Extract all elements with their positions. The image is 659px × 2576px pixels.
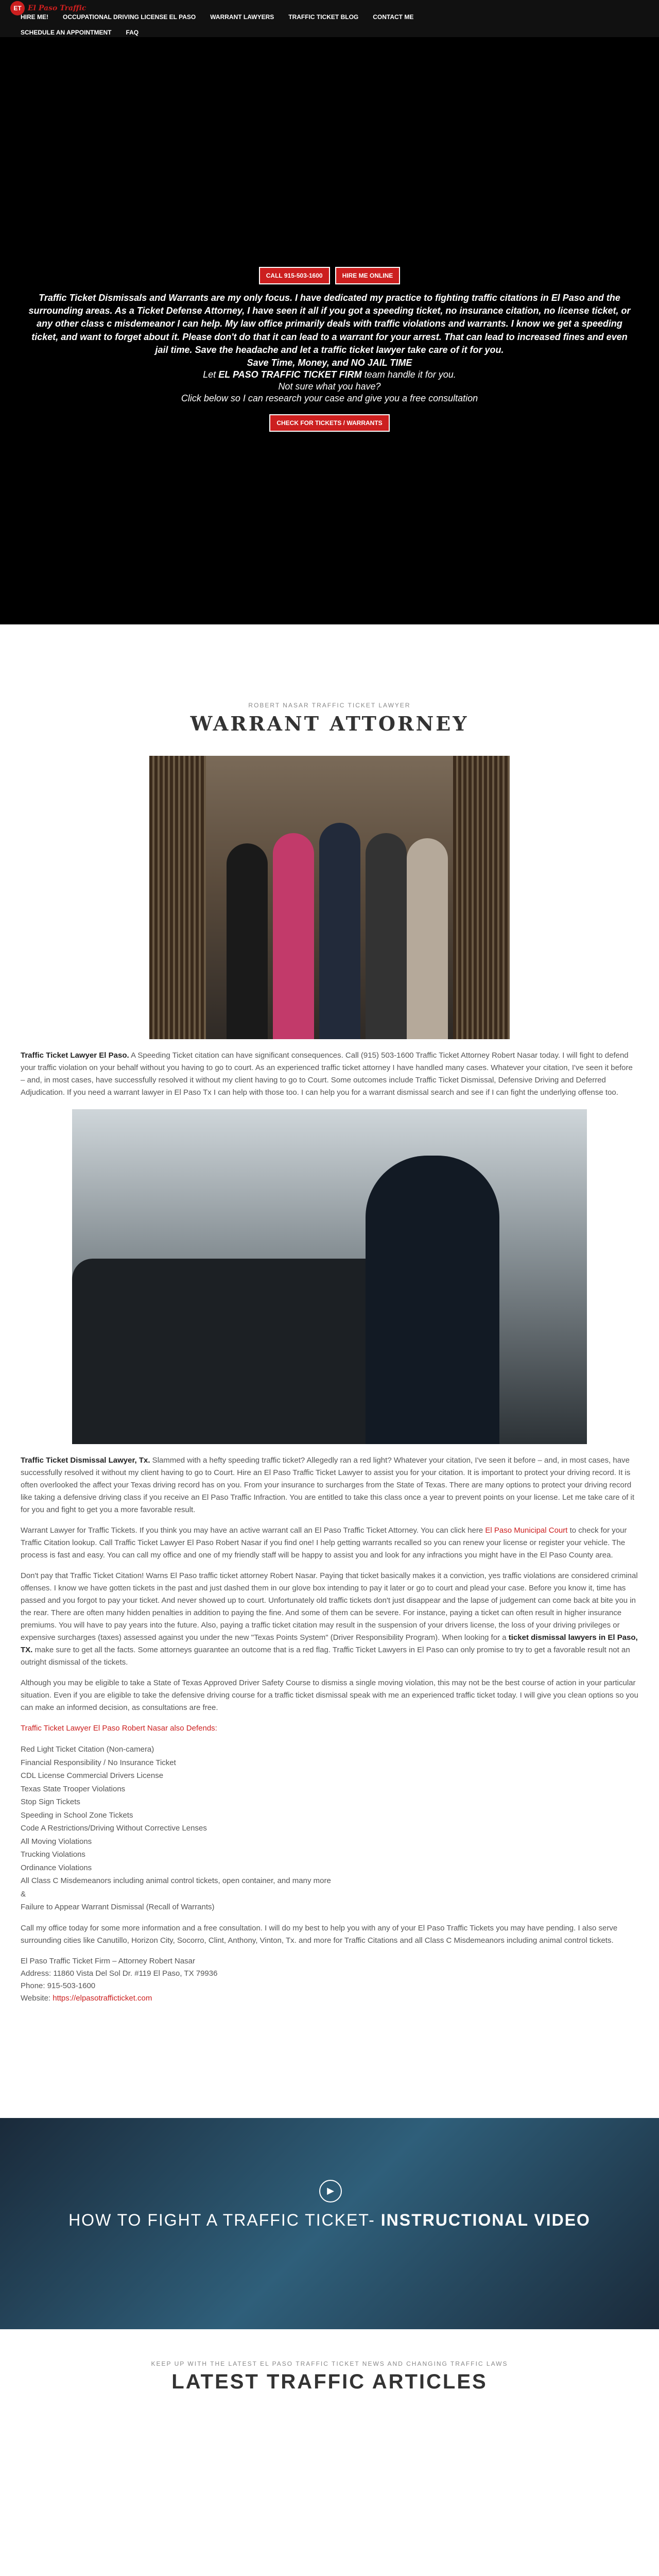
paragraph-call-office: Call my office today for some more information and a free consultation. I will do my best to help you with any of your El Paso Traffic Tickets you may have pending. I also serve surrounding cities like Canutillo, Horizon City, Socorro, Clint, Anthony, Vinton, Tx. and more for Traffic Citations and all Class C Misdemeanors including animal control tickets. [21,1923,618,1945]
hero-buttons [0,267,659,284]
list-item: Failure to Appear Warrant Dismissal (Recall of Warrants) [21,1903,215,1911]
video-title-pre: HOW TO FIGHT A TRAFFIC TICKET- [68,2210,381,2229]
logo-badge: ET [10,1,25,15]
warrant-section [0,624,659,2025]
list-item: Red Light Ticket Citation (Non-camera) [21,1745,154,1754]
top-nav [0,0,659,37]
warrant-eyebrow: ROBERT NASAR TRAFFIC TICKET LAWYER [248,702,411,709]
call-button[interactable]: CALL 915-503-1600 [259,267,330,284]
list-item: CDL License Commercial Drivers License [21,1771,164,1780]
nav-item-hire-me[interactable]: HIRE ME! [21,13,48,21]
play-icon[interactable]: ▶ [319,2180,342,2202]
hero-let-line [0,369,659,380]
hero-let-post: team handle it for you. [361,369,456,380]
defends-list [21,1743,638,1914]
list-item: Code A Restrictions/Driving Without Corrective Lenses [21,1824,207,1833]
photo-door-left [149,756,206,1039]
team-member [273,833,314,1039]
defends-list-heading: Traffic Ticket Lawyer El Paso Robert Nasar also Defends: [21,1724,217,1733]
nav-item-faq[interactable]: FAQ [126,29,139,36]
text-dont-pay-post: make sure to get all the facts. Some attorneys guarantee an outcome that is a red flag. Traffic Ticket Lawyers in El Paso can only promise to try to get a favorable result not an outright dismissal of the tickets. [21,1646,630,1667]
hero-not-sure: Not sure what you have? [278,381,381,392]
nav-menu-secondary [21,29,138,36]
nav-item-contact-me[interactable]: CONTACT ME [373,13,414,21]
list-item: & [21,1889,26,1899]
hero-firm-name: EL PASO TRAFFIC TICKET FIRM [218,369,362,380]
team-member [319,823,360,1039]
list-item: Stop Sign Tickets [21,1798,80,1806]
contact-phone: Phone: 915-503-1600 [21,1981,96,1990]
nav-item-schedule-appointment[interactable]: SCHEDULE AN APPOINTMENT [21,29,112,36]
text-dont-pay-pre: Don't pay that Traffic Ticket Citation! Warns El Paso traffic ticket attorney Robert Nasar. Paying that ticket basically makes it a conviction, yes traffic violations are considered criminal offenses. I know we have gotten tickets in the past and just dashed them in our glove box intending to pay it later or go to court and plead your case. Before you know it, time has passed and you forgot to pay your ticket. And never showed up to court. Unfortunately old traffic tickets don't just disappear and the lapse of judgement can come back at bite you in the rear. There are often many hidden penalties in addition to paying the fine. And some of them can be severe. For instance, paying a ticket can often result in higher insurance premiums. You will have to pay years into the future. Also, paying a traffic ticket citation may result in the suspension of your drivers license, the loss of your driving privileges or expensive surcharges (taxes) assessed against you under the new "Texas Points System" (Driver Responsibility Program). When looking for a [21,1571,638,1642]
text-dismissal-lawyer: Slammed with a hefty speeding traffic ticket? Allegedly ran a red light? Whatever your citation, I've seen it before – and, in most cases, have successfully resolved it without my client having to go to Court. Hire an El Paso Traffic Ticket Lawyer to assist you for your citation. It is important to protect your driving record. It is often overlooked the affect your Texas driving record has on you. From your insurance to surcharges from the State of Texas. There are many options to protect your driving record like taking a defensive driving class if you receive an El Paso Traffic Infraction. You are entitled to take this class once a year to prevent points on your license. Let me take care of it for you and fight to get you a more favorable result. [21,1456,635,1514]
contact-block [21,1955,638,2005]
team-member [366,833,407,1039]
hero-click-below: Click below so I can research your case and give you a free consultation [181,393,478,403]
text-warrant-post: to check for your Traffic Citation lookup. Call Traffic Ticket Lawyer El Paso Robert Nasar if you find one! I help getting warrants recalled so you can renew your license or register your vehicle. The process is fast and easy. You can call my office and one of my friendly staff will be happy to assist you and look for any infractions you might have in the El Paso County area. [21,1526,627,1560]
lead-dismissal-lawyers: ticket dismissal lawyers in El Paso, TX. [21,1633,638,1654]
contact-website-link[interactable]: https://elpasotrafficticket.com [53,1993,152,2003]
text-ticket-lawyer: A Speeding Ticket citation can have significant consequences. Call (915) 503-1600 Traffic Ticket Attorney Robert Nasar today. I will fight to defend your traffic violation on your behalf without you having to go to court. As an experienced traffic ticket attorney I have handled many cases. Whatever your citation, I've seen it before – and, in most cases, have successfully resolved it without my client having to go to Court. Some outcomes include Traffic Ticket Dismissal, Defensive Driving and Deferred Adjudication. If you need a warrant lawyer in El Paso Tx I can help with those too. I can help you for a warrant dismissal search and see if I can fight the underlying offense too. [21,1051,633,1097]
list-item: Ordinance Violations [21,1863,92,1872]
team-photo [149,756,510,1039]
hire-online-button[interactable]: HIRE ME ONLINE [335,267,401,284]
hero-cta-wrap [0,414,659,432]
photo-door-right [453,756,510,1039]
latest-articles-section [0,2329,659,2576]
police-stop-photo [72,1109,587,1444]
municipal-court-link[interactable]: El Paso Municipal Court [485,1526,568,1535]
list-item: Texas State Trooper Violations [21,1784,126,1793]
video-section [0,2118,659,2329]
hero-main-text: Traffic Ticket Dismissals and Warrants are my only focus. I have dedicated my practice to fighting traffic citations in El Paso and the surrounding areas. As a Ticket Defense Attorney, I have seen it all if you got a speeding ticket, no insurance citation, no license ticket, or any other class c misdemeanor I can help. My law office primarily deals with traffic violations and warrants. I know we get a speeding ticket, and want to forget about it. Please don't do that it can lead to a warrant for your arrest. That can lead to increased fines and even jail time. Save the headache and let a traffic ticket lawyer take care of it for you. [28,293,631,355]
list-item: Speeding in School Zone Tickets [21,1810,133,1820]
warrant-title: WARRANT ATTORNEY [190,712,469,735]
nav-item-traffic-ticket-blog[interactable]: TRAFFIC TICKET BLOG [288,13,359,21]
contact-website-row [21,1992,638,2005]
hero-tagline: Save Time, Money, and NO JAIL TIME [247,357,412,368]
paragraph-warrant-lawyer [21,1524,638,1562]
paragraph-dismissal-lawyer [21,1454,638,1516]
hero-section [0,37,659,624]
contact-address: Address: 11860 Vista Del Sol Dr. #119 El Paso, TX 79936 [21,1969,218,1978]
lead-dismissal-lawyer: Traffic Ticket Dismissal Lawyer, Tx. [21,1456,150,1465]
check-tickets-button[interactable]: CHECK FOR TICKETS / WARRANTS [269,414,389,432]
logo-name: El Paso Traffic [28,4,86,12]
video-title [0,2211,659,2230]
video-title-bold: INSTRUCTIONAL VIDEO [380,2210,591,2229]
list-item: All Class C Misdemeanors including animal control tickets, open container, and many more [21,1876,331,1885]
team-member [227,843,268,1039]
nav-item-occupational-license[interactable]: OCCUPATIONAL DRIVING LICENSE EL PASO [63,13,196,21]
warrant-content [21,1049,638,1099]
list-item: All Moving Violations [21,1837,92,1846]
list-item: Financial Responsibility / No Insurance Ticket [21,1758,176,1767]
photo-officer [366,1156,499,1444]
text-warrant-pre: Warrant Lawyer for Traffic Tickets. If you think you may have an active warrant call an El Paso Traffic Ticket Attorney. You can click here [21,1526,485,1535]
nav-item-warrant-lawyers[interactable]: WARRANT LAWYERS [210,13,274,21]
contact-firm: El Paso Traffic Ticket Firm – Attorney Robert Nasar [21,1956,196,1965]
list-item: Trucking Violations [21,1850,85,1859]
nav-menu-primary [21,13,413,21]
latest-title: LATEST TRAFFIC ARTICLES [171,2370,488,2393]
paragraph-driver-safety: Although you may be eligible to take a State of Texas Approved Driver Safety Course to dismiss a single moving violation, this may not be the best course of action in your particular situation. Even if you are eligible to take the defensive driving course for a traffic ticket dismissal speak with me an experienced traffic ticket today. I will give you clean options so you can make an informed decision, as consultations are free. [21,1679,638,1712]
warrant-content-more [21,1454,638,2005]
latest-eyebrow: KEEP UP WITH THE LATEST EL PASO TRAFFIC TICKET NEWS AND CHANGING TRAFFIC LAWS [151,2360,508,2367]
hero-let-pre: Let [203,369,219,380]
paragraph-dont-pay [21,1570,638,1669]
contact-website-label: Website: [21,1993,53,2003]
team-member [407,838,448,1039]
paragraph-ticket-lawyer [21,1049,638,1099]
lead-ticket-lawyer: Traffic Ticket Lawyer El Paso. [21,1051,129,1060]
